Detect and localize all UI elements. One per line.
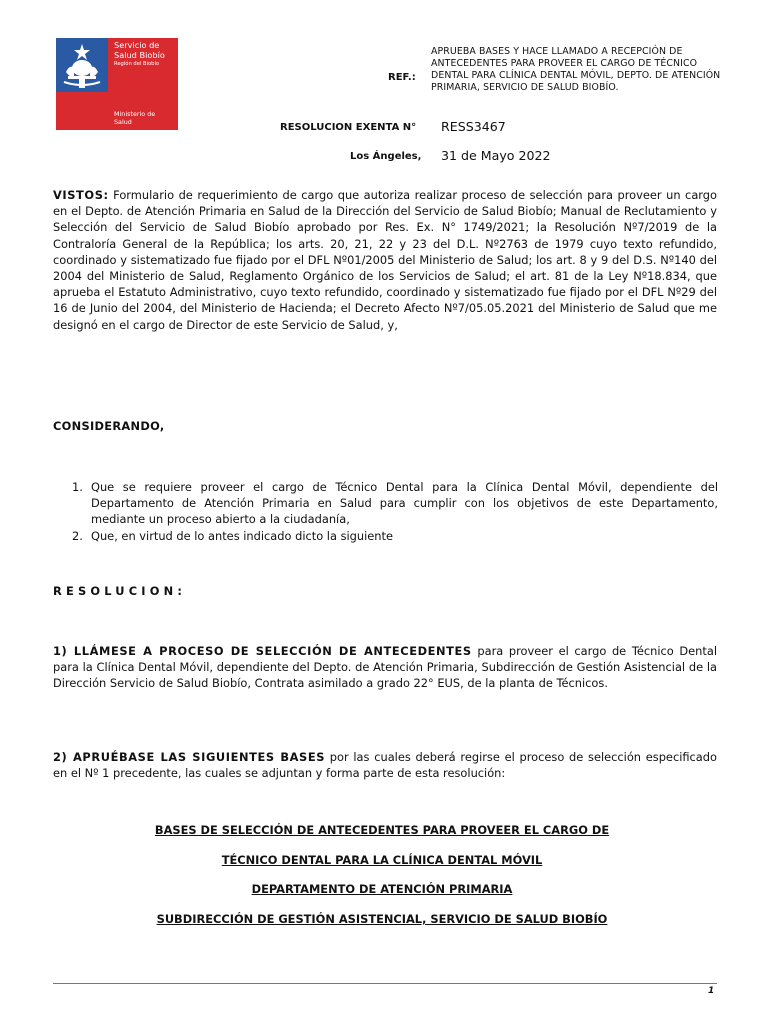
vistos-text: Formulario de requerimiento de cargo que autoriza realizar proceso de selección para proveer un cargo en el Depto. de Atención Primaria en Salud de la Dirección del Servicio de Salud Biobío; Manual de Reclutamiento y Selección del Servicio de Salud Biobío aprobado por Res. Ex. N° 1749/2021; la Resolución Nº7/2019 de la Contraloría General de la República; los arts. 20, 21, 22 y 23 del D.L. Nº2763 de 1979 cuyo texto refundido, coordinado y sistematizado fue fijado por el DFL Nº01/2005 del Ministerio de Salud; los art. 8 y 9 del D.S. Nº140 del 2004 del Ministerio de Salud, Reglamento Orgánico de los Servicios de Salud; el art. 81 de la Ley Nº18.834, que aprueba el Estatuto Administrativo, cuyo texto refundido, coordinado y sistematizado fue fijado por el DFL Nº29 del 16 de Junio del 2004, del Ministerio de Hacienda; el Decreto Afecto Nº7/05.05.2021 del Ministerio de Salud que me designó en el cargo de Director de este Servicio de Salud, y,	[53, 188, 717, 332]
logo-flag-block	[56, 38, 108, 130]
considerando-list	[72, 479, 718, 544]
list-item	[72, 528, 718, 544]
vistos-label: VISTOS:	[53, 188, 109, 202]
considerando-heading: CONSIDERANDO,	[53, 419, 165, 433]
list-item-number: 2.	[72, 528, 83, 543]
point-2-text: por las cuales deberá regirse el proceso de selección especificado en el Nº 1 precedente, las cuales se adjuntan y forma parte de esta resolución:	[53, 750, 717, 781]
logo-ministry-1: Ministerio de	[114, 110, 156, 118]
logo-region: Región del Biobío	[114, 61, 160, 67]
vistos-paragraph	[53, 187, 717, 333]
point-1-bold: 1) LLÁMESE A PROCESO DE SELECCIÓN DE ANTECEDENTES	[53, 644, 472, 658]
page-number: 1	[708, 986, 715, 996]
resolucion-point-1	[53, 643, 717, 692]
resolucion-point-2	[53, 749, 717, 781]
date-label: Los Ángeles,	[350, 151, 422, 162]
logo-line-2: Salud Biobío	[114, 49, 165, 60]
list-item-text: Que, en virtud de lo antes indicado dicto la siguiente	[91, 528, 393, 543]
point-2-bold: 2) APRUÉBASE LAS SIGUIENTES BASES	[53, 750, 326, 764]
logo-ministry	[114, 111, 155, 126]
ref-label: REF.:	[388, 72, 416, 83]
resolucion-heading: RESOLUCION:	[53, 584, 187, 598]
logo-text-block	[108, 38, 178, 130]
date-value: 31 de Mayo 2022	[441, 148, 551, 163]
bases-title-line-1: BASES DE SELECCIÓN DE ANTECEDENTES PARA PROVEER EL CARGO DE	[154, 823, 610, 837]
bases-title-line-4: SUBDIRECCIÓN DE GESTIÓN ASISTENCIAL, SERVICIO DE SALUD BIOBÍO	[156, 912, 608, 926]
footer-divider	[53, 983, 717, 984]
list-item-number: 1.	[72, 480, 83, 494]
logo-ministry-2: Salud	[114, 117, 132, 126]
point-1-text: para proveer el cargo de Técnico Dental para la Clínica Dental Móvil, dependiente del Depto. de Atención Primaria, Subdirección de Gestión Asistencial de la Dirección Servicio de Salud Biobío, Contrata asimilado a grado 22° EUS, de la planta de Técnicos.	[53, 644, 717, 691]
coat-of-arms-icon	[60, 42, 104, 98]
logo-title	[114, 41, 165, 60]
list-item	[72, 479, 718, 528]
resolution-number: RESS3467	[441, 119, 506, 134]
logo-line-1: Servicio de	[114, 40, 160, 50]
list-item-text: Que se requiere proveer el cargo de Técnico Dental para la Clínica Dental Móvil, dependiente del Departamento de Atención Primaria en Salud para cumplir con los objetivos de este Departamento, mediante un proceso abierto a la ciudadanía,	[91, 480, 718, 527]
resolution-label: RESOLUCION EXENTA N°	[280, 122, 417, 133]
bases-title-line-2: TÉCNICO DENTAL PARA LA CLÍNICA DENTAL MÓVIL	[221, 853, 543, 867]
ref-text: APRUEBA BASES Y HACE LLAMADO A RECEPCIÓN DE ANTECEDENTES PARA PROVEER EL CARGO DE TÉCNICO DENTAL PARA CLÍNICA DENTAL MÓVIL, DEPTO. DE ATENCIÓN PRIMARIA, SERVICIO DE SALUD BIOBÍO.	[431, 46, 721, 93]
servicio-salud-logo	[56, 38, 178, 130]
bases-title-line-3: DEPARTAMENTO DE ATENCIÓN PRIMARIA	[251, 882, 513, 896]
